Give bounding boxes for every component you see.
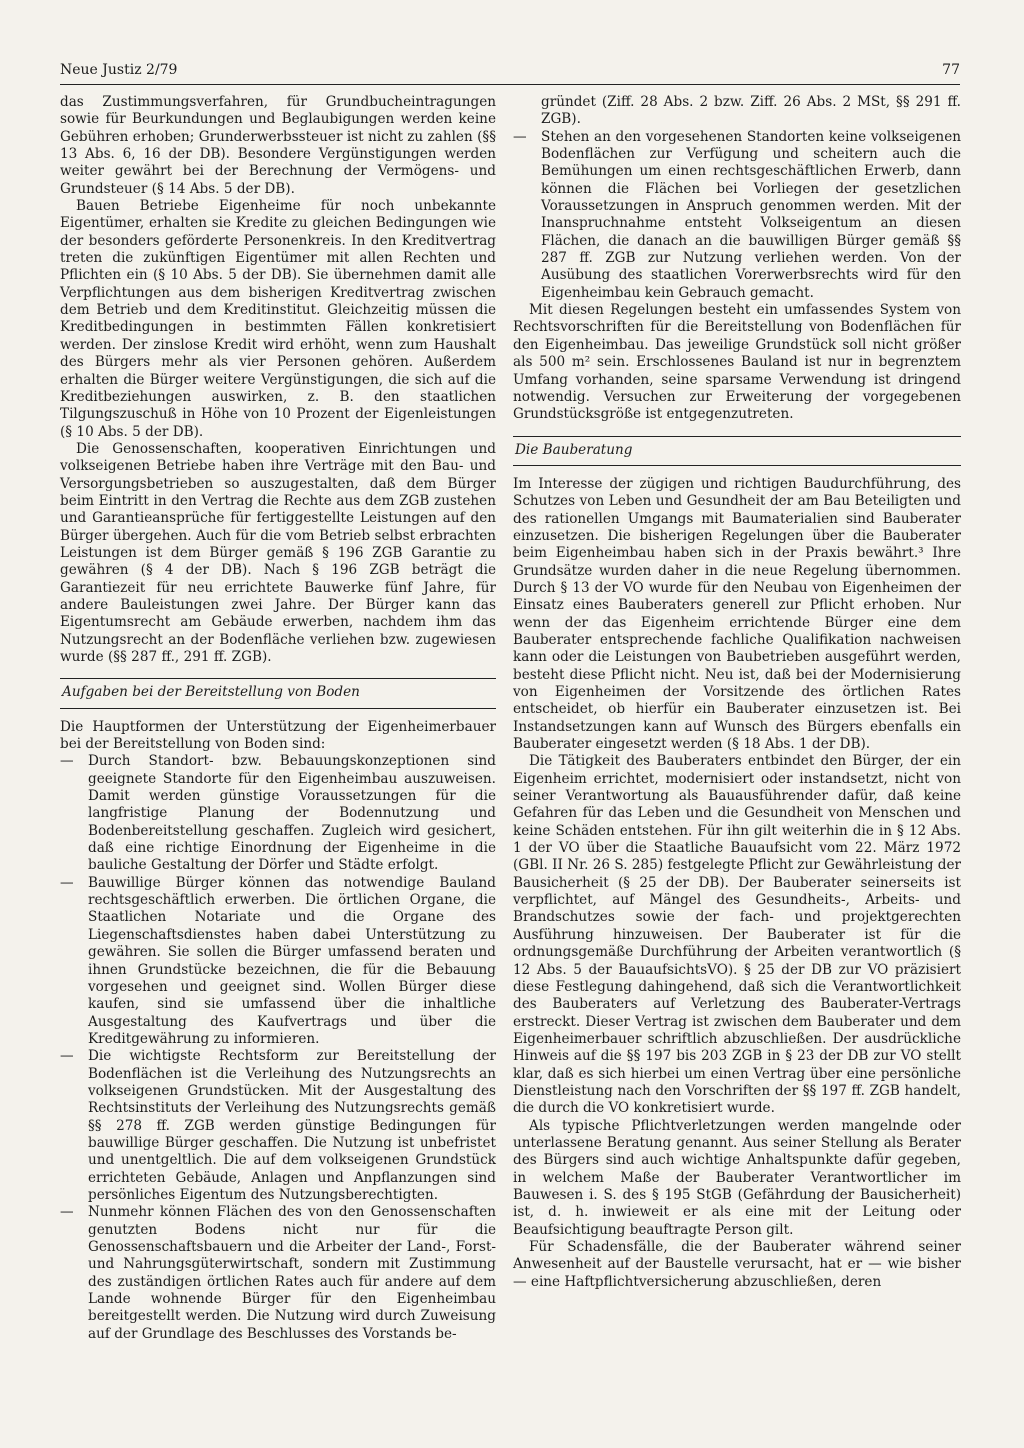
paragraph: Bauen Betriebe Eigenheime für noch unbekannte Eigentümer, erhalten sie Kredite zu gleichen Bedingungen wie der besonders geförderte Personenkreis. In den Kreditvertrag treten die zukünftigen Eigentümer mit allen Rechten und Pflichten ein (§ 10 Abs. 5 der DB). Sie übernehmen damit alle Verpflichtungen aus dem bisherigen Kreditvertrag zwischen dem Betrieb und dem Kreditinstitut. Gleichzeitig müssen die Kreditbedingungen in bestimmten Fällen konkretisiert werden. Der zinslose Kredit wird erhöht, wenn zum Haushalt des Bürgers mehr als vier Personen gehören. Außerdem erhalten die Bürger weitere Vergünstigungen, die sich auf die Kreditbeziehungen auswirken, z. B. den staatlichen Tilgungszuschuß in Höhe von 10 Prozent der Eigenleistungen (§ 10 Abs. 5 der DB). bbox=[60, 198, 496, 440]
list-item: — Nunmehr können Flächen des von den Genossenschaften genutzten Bodens nicht nur für die Genossenschaftsbauern und die Arbeiter der Land-, Forst- und Nahrungsgüterwirtschaft, sondern mit Zustimmung des zuständigen örtlichen Rates auch für andere auf dem Lande wohnende Bürger für den Eigenheimbau bereitgestellt werden. Die Nutzung wird durch Zuweisung auf der Grundlage des Beschlusses des Vorstands be- bbox=[60, 1204, 496, 1343]
section-heading-bodenbereitstellung: Aufgaben bei der Bereitstellung von Boden bbox=[60, 678, 496, 708]
list-item: — Die wichtigste Rechtsform zur Bereitstellung der Bodenflächen ist die Verleihung des Nutzungsrechts an volkseigenen Grundstücken. Mit der Ausgestaltung des Rechtsinstituts der Verleihung des Nutzungsrechts gemäß §§ 278 ff. ZGB werden günstige Bedingungen für bauwillige Bürger geschaffen. Die Nutzung ist unbefristet und unentgeltlich. Die auf dem volkseigenen Grundstück errichteten Gebäude, Anlagen und Anpflanzungen sind persönliches Eigentum des Nutzungsberechtigten. bbox=[60, 1048, 496, 1204]
paragraph: Die Hauptformen der Unterstützung der Eigenheimerbauer bei der Bereitstellung von Boden sind: bbox=[60, 718, 496, 753]
list-item: — Durch Standort- bzw. Bebauungskonzeptionen sind geeignete Standorte für den Eigenheimbau auszuweisen. Damit werden günstige Voraussetzungen für die langfristige Planung der Bodennutzung und Bodenbereitstellung geschaffen. Zugleich wird gesichert, daß eine richtige Einordnung der Eigenheime in die bauliche Gestaltung der Dörfer und Städte erfolgt. bbox=[60, 753, 496, 874]
left-column bbox=[60, 94, 496, 1343]
dash-list bbox=[513, 129, 961, 302]
list-item: — Stehen an den vorgesehenen Standorten keine volkseigenen Bodenflächen zur Verfügung und scheitern auch die Bemühungen um einen rechtsgeschäftlichen Erwerb, dann können die Flächen bei Vorliegen der gesetzlichen Voraussetzungen in Anspruch genommen werden. Mit der Inanspruchnahme entsteht Volkseigentum an diesen Flächen, die danach an die bauwilligen Bürger gemäß §§ 287 ff. ZGB zur Nutzung verliehen werden. Von der Ausübung des staatlichen Vorerwerbsrechts wird für den Eigenheimbau kein Gebrauch gemacht. bbox=[513, 129, 961, 302]
section-heading-bauberatung: Die Bauberatung bbox=[513, 436, 961, 466]
running-header bbox=[60, 62, 960, 85]
paragraph: Im Interesse der zügigen und richtigen Baudurchführung, des Schutzes von Leben und Gesundheit der am Bau Beteiligten und des rationellen Umgangs mit Baumaterialien sind Bauberater einzusetzen. Die bisherigen Regelungen über die Bauberater beim Eigenheimbau haben sich in der Praxis bewährt.³ Ihre Grundsätze wurden daher in die neue Regelung übernommen. Durch § 13 der VO wurde für den Neubau von Eigenheimen der Einsatz eines Bauberaters generell zur Pflicht erhoben. Nur wenn der das Eigenheim errichtende Bürger eine dem Bauberater entsprechende fachliche Qualifikation nachweisen kann oder die Leistungen von Baubetrieben ausgeführt werden, besteht diese Pflicht nicht. Neu ist, daß bei der Modernisierung von Eigenheimen der Vorsitzende des örtlichen Rates entscheidet, ob hierfür ein Bauberater einzusetzen ist. Bei Instandsetzungen kann auf Wunsch des Bürgers ebenfalls ein Bauberater eingesetzt werden (§ 18 Abs. 1 der DB). bbox=[513, 475, 961, 753]
paragraph: das Zustimmungsverfahren, für Grundbucheintragungen sowie für Beurkundungen und Beglaubigungen werden keine Gebühren erhoben; Grunderwerbssteuer ist nicht zu zahlen (§§ 13 Abs. 6, 16 der DB). Besondere Vergünstigungen werden weiter gewährt bei der Berechnung der Vermögens- und Grundsteuer (§ 14 Abs. 5 der DB). bbox=[60, 94, 496, 197]
dash-list bbox=[60, 753, 496, 1343]
right-column bbox=[513, 94, 961, 1291]
list-item-continuation: gründet (Ziff. 28 Abs. 2 bzw. Ziff. 26 Abs. 2 MSt, §§ 291 ff. ZGB). bbox=[541, 94, 961, 128]
list-item: — Bauwillige Bürger können das notwendige Bauland rechtsgeschäftlich erwerben. Die örtlichen Organe, die Staatlichen Notariate und die Organe des Liegenschaftsdienstes haben dabei Unterstützung zu gewähren. Sie sollen die Bürger umfassend beraten und ihnen Grundstücke bezeichnen, die für die Bebauung vorgesehen und geeignet sind. Wollen Bürger diese kaufen, sind sie umfassend über die inhaltliche Ausgestaltung des Kaufvertrags und über die Kreditgewährung zu informieren. bbox=[60, 875, 496, 1048]
page-number: 77 bbox=[942, 62, 960, 78]
journal-title: Neue Justiz 2/79 bbox=[60, 62, 178, 78]
paragraph: Als typische Pflichtverletzungen werden mangelnde oder unterlassene Beratung genannt. Aus seiner Stellung als Berater des Bürgers sind auch wichtige Anhaltspunkte dafür gegeben, in welchem Maße der Bauberater Verantwortlicher im Bauwesen i. S. des § 195 StGB (Gefährdung der Bausicherheit) ist, d. h. inwieweit er als eine mit der Leitung oder Beaufsichtigung beauftragte Person gilt. bbox=[513, 1117, 961, 1238]
paragraph: Für Schadensfälle, die der Bauberater während seiner Anwesenheit auf der Baustelle verursacht, hat er — wie bisher — eine Haftpflichtversicherung abzuschließen, deren bbox=[513, 1239, 961, 1290]
paragraph: Die Tätigkeit des Bauberaters entbindet den Bürger, der ein Eigenheim errichtet, modernisiert oder instandsetzt, nicht von seiner Verantwortung als Bauausführender dafür, daß keine Gefahren für das Leben und die Gesundheit von Menschen und keine Schäden entstehen. Für ihn gilt weiterhin die in § 12 Abs. 1 der VO über die Staatliche Bauaufsicht vom 22. März 1972 (GBl. II Nr. 26 S. 285) festgelegte Pflicht zur Gewährleistung der Bausicherheit (§ 25 der DB). Der Bauberater seinerseits ist verpflichtet, auf Mängel des Gesundheits-, Arbeits- und Brandschutzes sowie der fach- und projektgerechten Ausführung hinzuweisen. Der Bauberater ist für die ordnungsgemäße Durchführung der Arbeiten verantwortlich (§ 12 Abs. 5 der BauaufsichtsVO). § 25 der DB zur VO präzisiert diese Festlegung dahingehend, daß sich die Verantwortlichkeit des Bauberaters auf Verletzung des Bauberater-Vertrags erstreckt. Dieser Vertrag ist zwischen dem Bauberater und dem Eigenheimerbauer schriftlich abzuschließen. Der ausdrückliche Hinweis auf die §§ 197 bis 203 ZGB in § 23 der DB zur VO stellt klar, daß es sich hierbei um einen Vertrag über eine persönliche Dienstleistung nach den Vorschriften der §§ 197 ff. ZGB handelt, die durch die VO konkretisiert wurde. bbox=[513, 753, 961, 1117]
paragraph: Die Genossenschaften, kooperativen Einrichtungen und volkseigenen Betriebe haben ihre Verträge mit den Bau- und Versorgungsbetrieben so auszugestalten, daß dem Bürger beim Eintritt in den Vertrag die Rechte aus dem ZGB zustehen und Garantieansprüche für fertiggestellte Leistungen auf den Bürger übergehen. Auch für die vom Betrieb selbst erbrachten Leistungen ist dem Bürger gemäß § 196 ZGB Garantie zu gewähren (§ 4 der DB). Nach § 196 ZGB beträgt die Garantiezeit für neu errichtete Bauwerke fünf Jahre, für andere Bauleistungen zwei Jahre. Der Bürger kann das Eigentumsrecht am Gebäude erwerben, nachdem ihm das Nutzungsrecht an der Bodenfläche verliehen bzw. zugewiesen wurde (§§ 287 ff., 291 ff. ZGB). bbox=[60, 440, 496, 665]
paragraph: Mit diesen Regelungen besteht ein umfassendes System von Rechtsvorschriften für die Bereitstellung von Bodenflächen für den Eigenheimbau. Das jeweilige Grundstück soll nicht größer als 500 m² sein. Erschlossenes Bauland ist nur in begrenztem Umfang vorhanden, seine sparsame Verwendung ist dringend notwendig. Versuchen zur Erweiterung der vorgegebenen Grundstücksgröße ist entgegenzutreten. bbox=[513, 302, 961, 423]
